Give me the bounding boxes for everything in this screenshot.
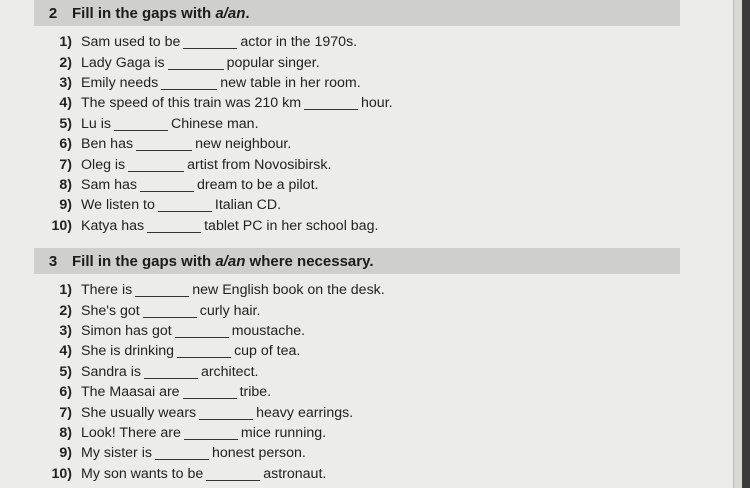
answer-blank[interactable] [135, 295, 189, 297]
exercise-title: Fill in the gaps with a/an where necessary. [72, 252, 374, 270]
answer-blank[interactable] [155, 458, 209, 460]
answer-blank[interactable] [147, 231, 201, 233]
answer-blank[interactable] [184, 438, 238, 440]
item-text-after: dream to be a pilot. [197, 176, 319, 193]
item-text-after: actor in the 1970s. [240, 34, 358, 51]
answer-blank[interactable] [199, 418, 253, 420]
answer-blank[interactable] [158, 210, 212, 212]
item-number: 8) [59, 176, 72, 193]
item-number: 10) [51, 465, 72, 482]
exercise-item [36, 321, 385, 341]
item-number: 3) [59, 322, 72, 339]
item-number: 5) [59, 363, 72, 380]
exercise-item [36, 464, 385, 484]
exercise-item [36, 93, 393, 113]
item-text-before: Lady Gaga is [81, 54, 165, 71]
item-text-after: mice running. [240, 424, 327, 441]
exercise-item [36, 443, 385, 463]
exercise-item [36, 52, 393, 72]
item-number: 10) [51, 217, 72, 234]
item-text-before: Sam used to be [81, 34, 181, 51]
exercise-item [36, 114, 393, 134]
item-text-before: The speed of this train was 210 km [81, 95, 302, 112]
item-text-after: cup of tea. [234, 343, 301, 360]
exercise-2-header [34, 0, 680, 26]
item-text-after: heavy earrings. [256, 404, 354, 421]
answer-blank[interactable] [168, 68, 224, 70]
answer-blank[interactable] [144, 377, 198, 379]
item-number: 2) [59, 302, 72, 319]
exercise-item [36, 32, 393, 52]
item-number: 5) [59, 115, 72, 132]
exercise-item [36, 362, 385, 382]
item-text-before: We listen to [81, 197, 155, 214]
item-number: 1) [59, 34, 72, 51]
item-number: 1) [59, 282, 72, 299]
item-text-before: The Maasai are [81, 384, 180, 401]
item-text-before: My son wants to be [81, 465, 204, 482]
answer-blank[interactable] [304, 108, 358, 110]
item-number: 7) [59, 404, 72, 421]
item-text-before: Sandra is [81, 363, 141, 380]
item-text-after: Chinese man. [170, 115, 259, 132]
exercise-item [36, 175, 393, 195]
item-number: 8) [59, 424, 72, 441]
item-number: 9) [59, 445, 72, 462]
item-number: 6) [59, 136, 72, 153]
item-text-after: curly hair. [199, 302, 261, 319]
exercise-item [36, 154, 393, 174]
item-text-after: architect. [200, 363, 259, 380]
item-number: 4) [59, 95, 72, 112]
item-text-before: Lu is [81, 115, 111, 132]
exercise-item [36, 341, 385, 361]
item-text-before: Ben has [81, 136, 134, 153]
item-text-after: Italian CD. [214, 197, 282, 214]
item-number: 7) [59, 156, 72, 173]
exercise-item [36, 195, 393, 215]
item-text-after: new neighbour. [195, 136, 292, 153]
item-text-after: hour. [361, 95, 393, 112]
item-number: 9) [59, 197, 72, 214]
answer-blank[interactable] [140, 190, 194, 192]
item-text-before: She is drinking [81, 343, 175, 360]
item-text-after: new English book on the desk. [192, 282, 385, 299]
item-text-before: Look! There are [81, 424, 181, 441]
answer-blank[interactable] [128, 170, 184, 172]
item-text-after: new table in her room. [220, 74, 361, 91]
item-text-before: Oleg is [81, 156, 126, 173]
exercise-title: Fill in the gaps with a/an. [72, 4, 250, 22]
exercise-3-header [34, 248, 680, 274]
item-text-before: There is [81, 282, 133, 299]
item-number: 4) [59, 343, 72, 360]
answer-blank[interactable] [177, 356, 231, 358]
exercise-item [36, 382, 385, 402]
exercise-item [36, 402, 385, 422]
exercise-item [36, 216, 393, 236]
item-text-before: Simon has got [81, 322, 172, 339]
item-text-before: She usually wears [81, 404, 197, 421]
item-text-before: She's got [81, 302, 140, 319]
page-edge [733, 0, 742, 488]
item-text-before: My sister is [81, 445, 152, 462]
item-number: 3) [59, 74, 72, 91]
item-text-after: artist from Novosibirsk. [187, 156, 332, 173]
item-text-before: Emily needs [81, 74, 159, 91]
exercise-number: 3 [48, 252, 58, 270]
exercise-item [36, 73, 393, 93]
answer-blank[interactable] [183, 47, 237, 49]
exercise-3-list [36, 280, 385, 484]
item-text-after: astronaut. [263, 465, 327, 482]
answer-blank[interactable] [183, 397, 237, 399]
item-number: 6) [59, 384, 72, 401]
exercise-item [36, 300, 385, 320]
item-text-before: Sam has [81, 176, 137, 193]
answer-blank[interactable] [114, 129, 168, 131]
answer-blank[interactable] [175, 336, 229, 338]
answer-blank[interactable] [161, 88, 217, 90]
item-text-before: Katya has [81, 217, 145, 234]
exercise-item [36, 280, 385, 300]
exercise-item [36, 134, 393, 154]
item-text-after: tablet PC in her school bag. [204, 217, 379, 234]
item-text-after: tribe. [239, 384, 272, 401]
item-number: 2) [59, 54, 72, 71]
answer-blank[interactable] [136, 149, 192, 151]
item-text-after: moustache. [231, 322, 306, 339]
answer-blank[interactable] [143, 316, 197, 318]
exercise-number: 2 [48, 4, 58, 22]
item-text-after: popular singer. [226, 54, 320, 71]
exercise-item [36, 423, 385, 443]
exercise-2-list [36, 32, 393, 236]
answer-blank[interactable] [206, 479, 260, 481]
item-text-after: honest person. [211, 445, 306, 462]
